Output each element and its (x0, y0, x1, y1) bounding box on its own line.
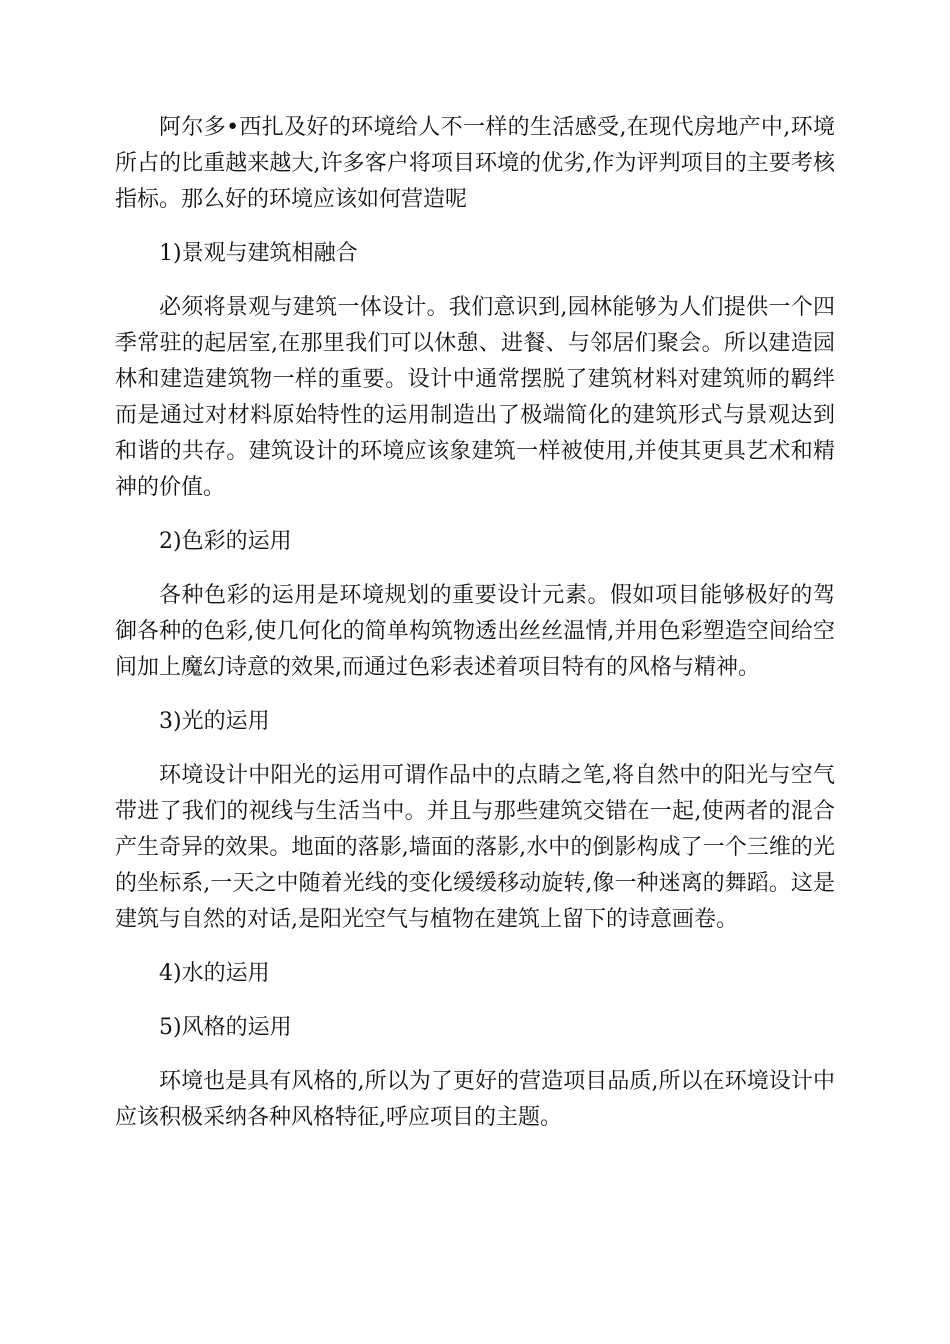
intro-paragraph: 阿尔多•西扎及好的环境给人不一样的生活感受,在现代房地产中,环境所占的比重越来越大,许多客户将项目环境的优劣,作为评判项目的主要考核指标。那么好的环境应该如何营造呢 (115, 115, 835, 212)
light-paragraph: 环境设计中阳光的运用可谓作品中的点睛之笔,将自然中的阳光与空气带进了我们的视线与生活当中。并且与那些建筑交错在一起,使两者的混合产生奇异的效果。地面的落影,墙面的落影,水中的倒影构成了一个三维的光的坐标系,一天之中随着光线的变化缓缓移动旋转,像一种迷离的舞蹈。这是建筑与自然的对话,是阳光空气与植物在建筑上留下的诗意画卷。 (115, 763, 835, 932)
color-paragraph: 各种色彩的运用是环境规划的重要设计元素。假如项目能够极好的驾御各种的色彩,使几何化的简单构筑物透出丝丝温情,并用色彩塑造空间给空间加上魔幻诗意的效果,而通过色彩表述着项目特有的风格与精神。 (115, 583, 835, 680)
section-heading-color: 2)色彩的运用 (159, 529, 292, 554)
section-heading-landscape: 1)景观与建筑相融合 (159, 241, 358, 266)
style-paragraph: 环境也是具有风格的,所以为了更好的营造项目品质,所以在环境设计中应该积极采纳各种风格特征,呼应项目的主题。 (115, 1069, 835, 1130)
document-body (115, 110, 835, 1154)
section-heading-water: 4)水的运用 (159, 961, 270, 986)
landscape-paragraph: 必须将景观与建筑一体设计。我们意识到,园林能够为人们提供一个四季常驻的起居室,在那里我们可以休憩、进餐、与邻居们聚会。所以建造园林和建造建筑物一样的重要。设计中通常摆脱了建筑材料对建筑师的羁绊而是通过对材料原始特性的运用制造出了极端简化的建筑形式与景观达到和谐的共存。建筑设计的环境应该象建筑一样被使用,并使其更具艺术和精神的价值。 (115, 295, 835, 500)
section-heading-light: 3)光的运用 (159, 709, 270, 734)
section-heading-style: 5)风格的运用 (159, 1015, 292, 1040)
